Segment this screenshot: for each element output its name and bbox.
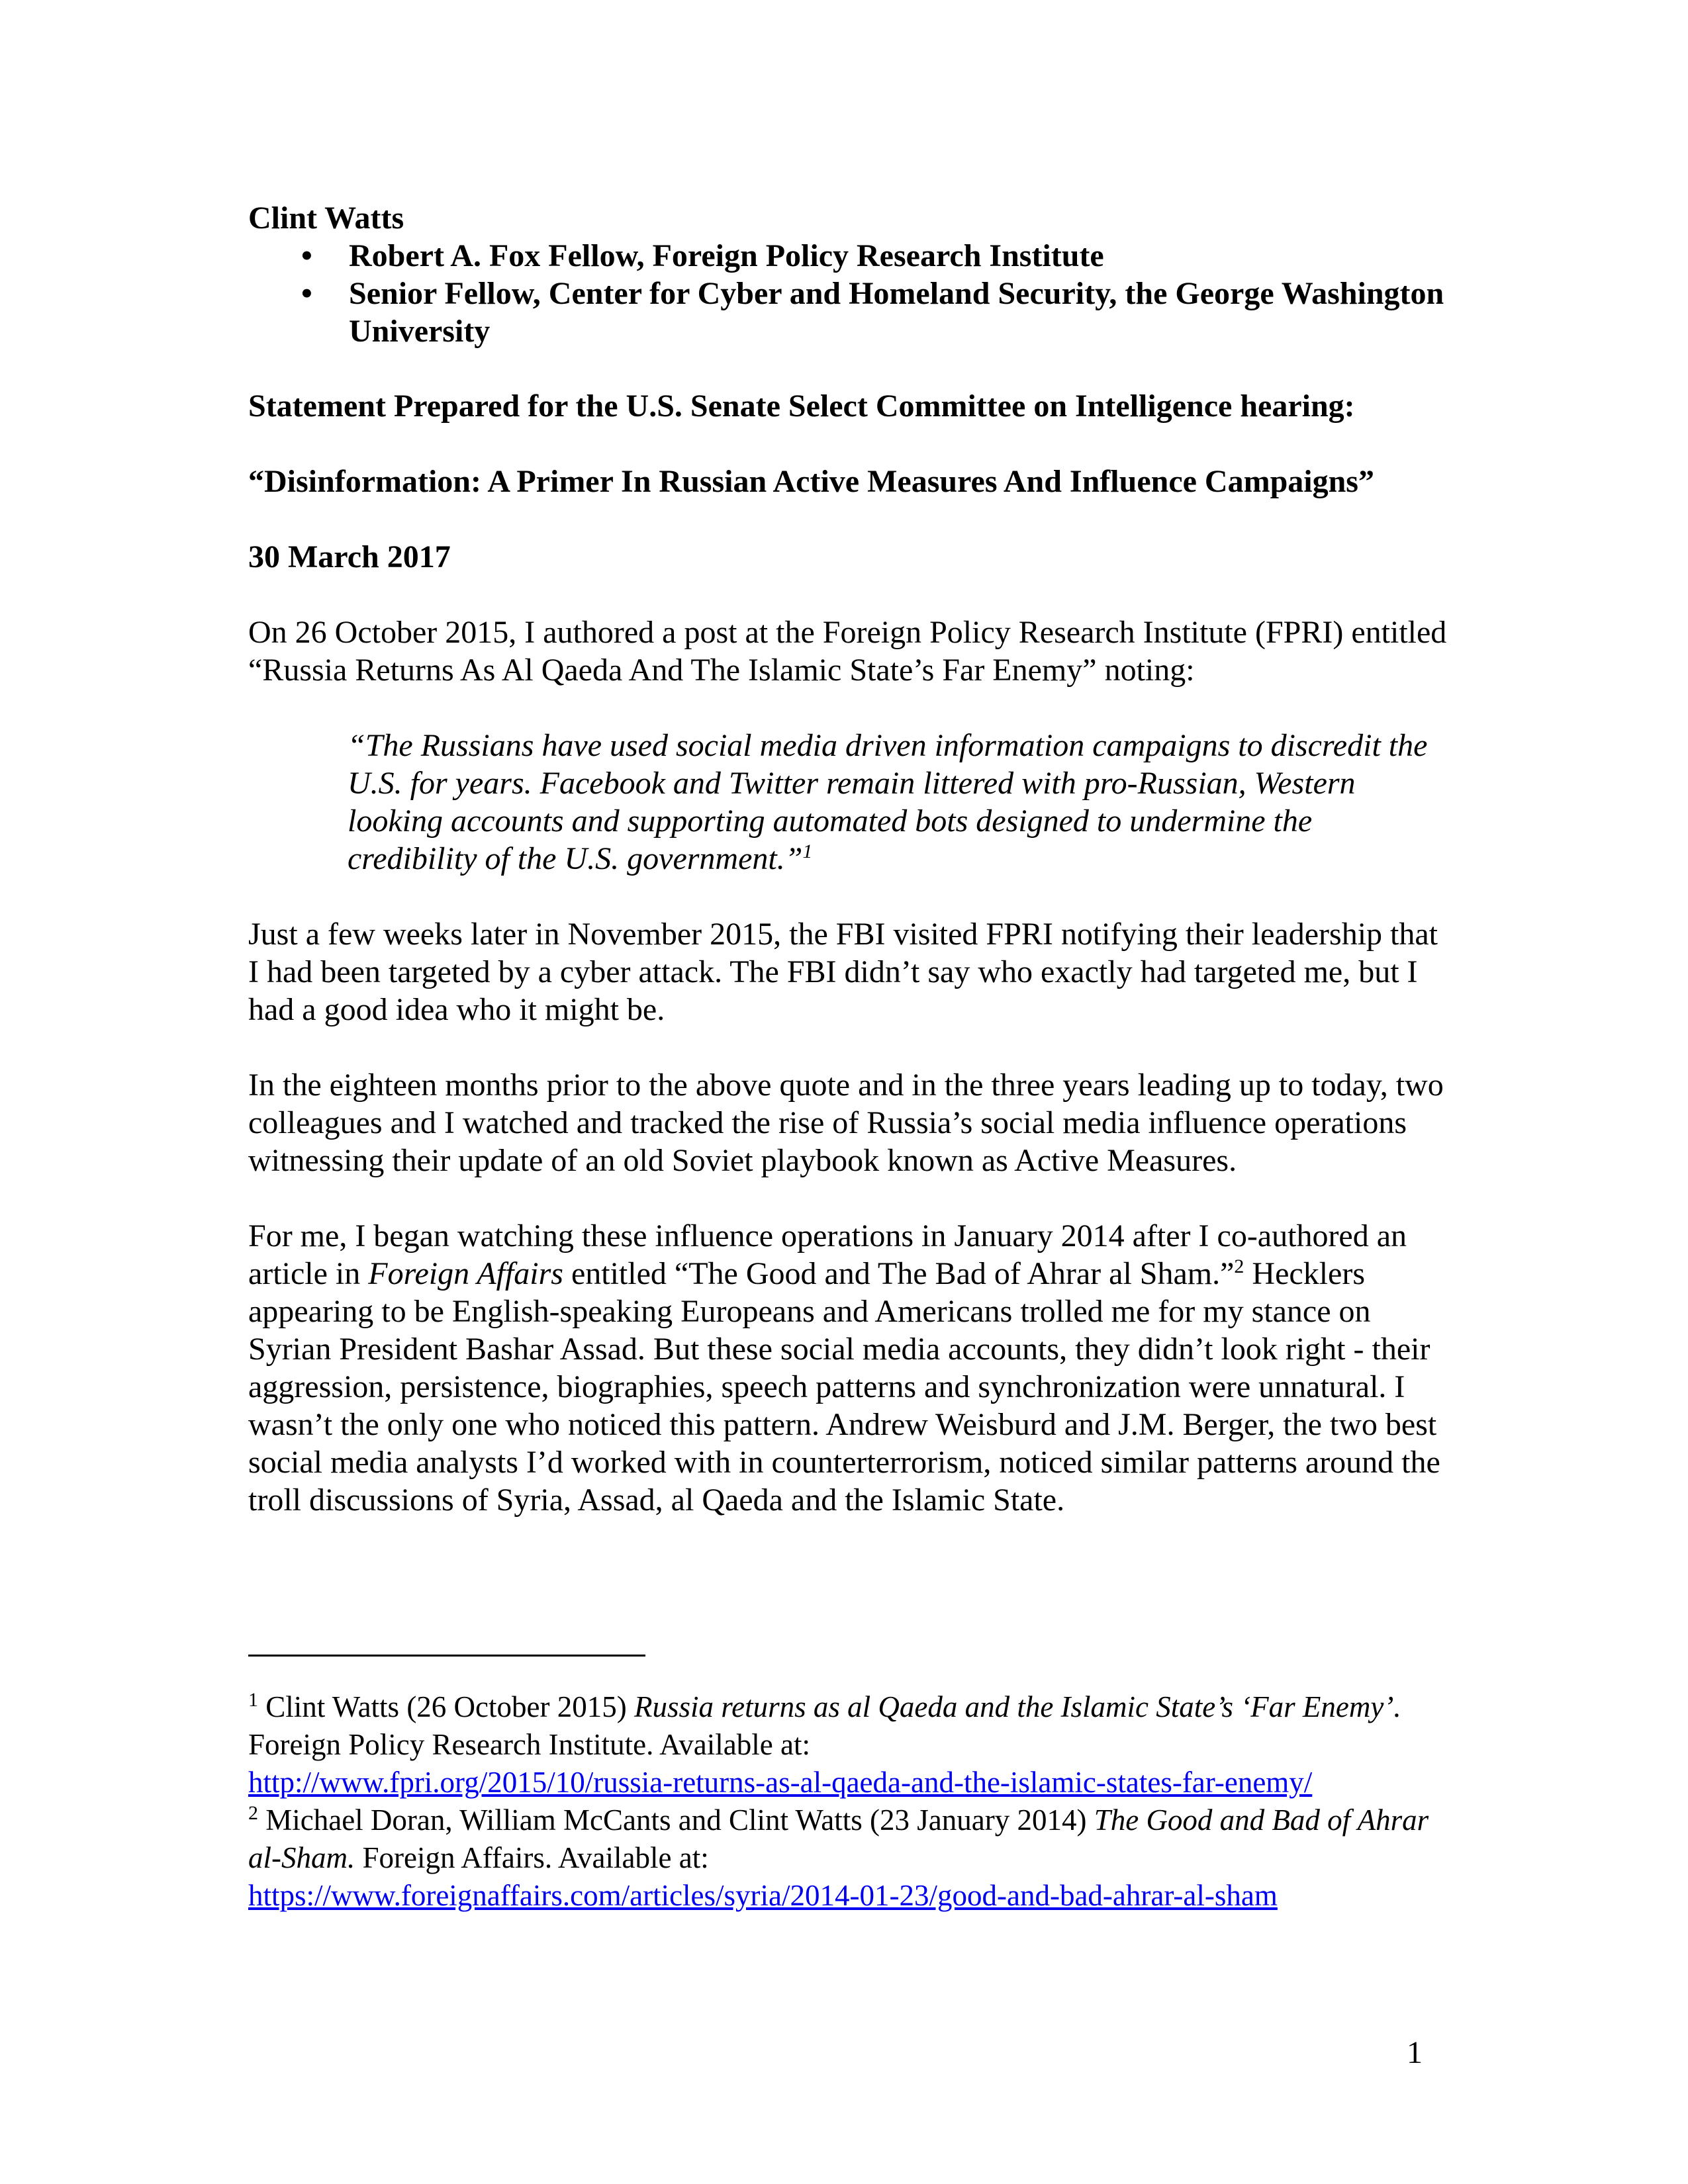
footnote-divider <box>248 1655 645 1657</box>
statement-line: Statement Prepared for the U.S. Senate Select Committee on Intelligence hearing: <box>248 388 1355 424</box>
footnote-title: The Good and Bad of Ahrar al-Sham. <box>248 1803 1429 1874</box>
footnote-ref[interactable]: 2 <box>1234 1255 1244 1277</box>
footnote-ref[interactable]: 1 <box>802 841 813 862</box>
block-quote: “The Russians have used social media driven information campaigns to discredit the U.S. for years. Facebook and Twitter remain littered with pro-Russian, Western looking accounts and supporting automated bots designed to undermine the credibility of the U.S. government.”$^1$ <box>348 728 1428 876</box>
bullet-icon: • <box>301 276 312 311</box>
affiliation-list <box>248 237 1453 350</box>
footnote-link[interactable]: http://www.fpri.org/2015/10/russia-returns-as-al-qaeda-and-the-islamic-states-far-enemy/ <box>248 1766 1313 1799</box>
body-paragraph: In the eighteen months prior to the above quote and in the three years leading up to today, two colleagues and I watched and tracked the rise of Russia’s social media influence operations witnessing their update of an old Soviet playbook known as Active Measures. <box>248 1068 1444 1178</box>
body-paragraph: For me, I began watching these influence operations in January 2014 after I co-authored an article in Foreign Affairs entitled “The Good and The Bad of Ahrar al Sham.”$^2$ Hecklers appearing to be English-speaking Europeans and Americans trolled me for my stance on Syrian President Bashar Assad. But these social media accounts, they didn’t look right - their aggression, persistence, biographies, speech patterns and synchronization were unnatural. I wasn’t the only one who noticed this pattern. Andrew Weisburd and J.M. Berger, the two best social media analysts I’d worked with in counterterrorism, noticed similar patterns around the troll discussions of Syria, Assad, al Qaeda and the Islamic State. <box>248 1218 1440 1518</box>
affiliation-item: • Robert A. Fox Fellow, Foreign Policy Research Institute <box>301 238 1104 273</box>
hearing-title: “Disinformation: A Primer In Russian Active Measures And Influence Campaigns” <box>248 464 1374 499</box>
footnote-1: $^1$ Clint Watts (26 October 2015) Russia returns as al Qaeda and the Islamic State’s ‘Far Enemy’. Foreign Policy Research Institute. Available at: http://www.fpri.org/2015/10/russia-returns-as-al-qaeda-and-the-islamic-states-far-enemy/ <box>248 1689 1401 1799</box>
footnote-link[interactable]: https://www.foreignaffairs.com/articles/syria/2014-01-23/good-and-bad-ahrar-al-sham <box>248 1879 1278 1912</box>
body-paragraph: Just a few weeks later in November 2015, the FBI visited FPRI notifying their leadership that I had been targeted by a cyber attack. The FBI didn’t say who exactly had targeted me, but I had a good idea who it might be. <box>248 917 1438 1027</box>
bullet-icon: • <box>301 238 312 273</box>
footnote-number: 2 <box>248 1802 258 1824</box>
footnote-2: $^2$ Michael Doran, William McCants and Clint Watts (23 January 2014) The Good and Bad of Ahrar al-Sham. Foreign Affairs. Available at: https://www.foreignaffairs.com/articles/syria/2014-01-23/good-and-bad-ahrar-al-sham <box>248 1802 1429 1912</box>
footnote-title: Russia returns as al Qaeda and the Islamic State’s ‘Far Enemy’. <box>633 1690 1401 1723</box>
footnote-number: 1 <box>248 1689 258 1711</box>
affiliation-item: • Senior Fellow, Center for Cyber and Homeland Security, the George Washington University <box>301 276 1444 349</box>
author-name: Clint Watts <box>248 201 404 236</box>
body-paragraph: On 26 October 2015, I authored a post at the Foreign Policy Research Institute (FPRI) entitled “Russia Returns As Al Qaeda And The Islamic State’s Far Enemy” noting: <box>248 615 1447 688</box>
page-number: 1 <box>1407 2035 1423 2070</box>
hearing-date: 30 March 2017 <box>248 539 451 574</box>
publication-title: Foreign Affairs <box>368 1256 563 1291</box>
